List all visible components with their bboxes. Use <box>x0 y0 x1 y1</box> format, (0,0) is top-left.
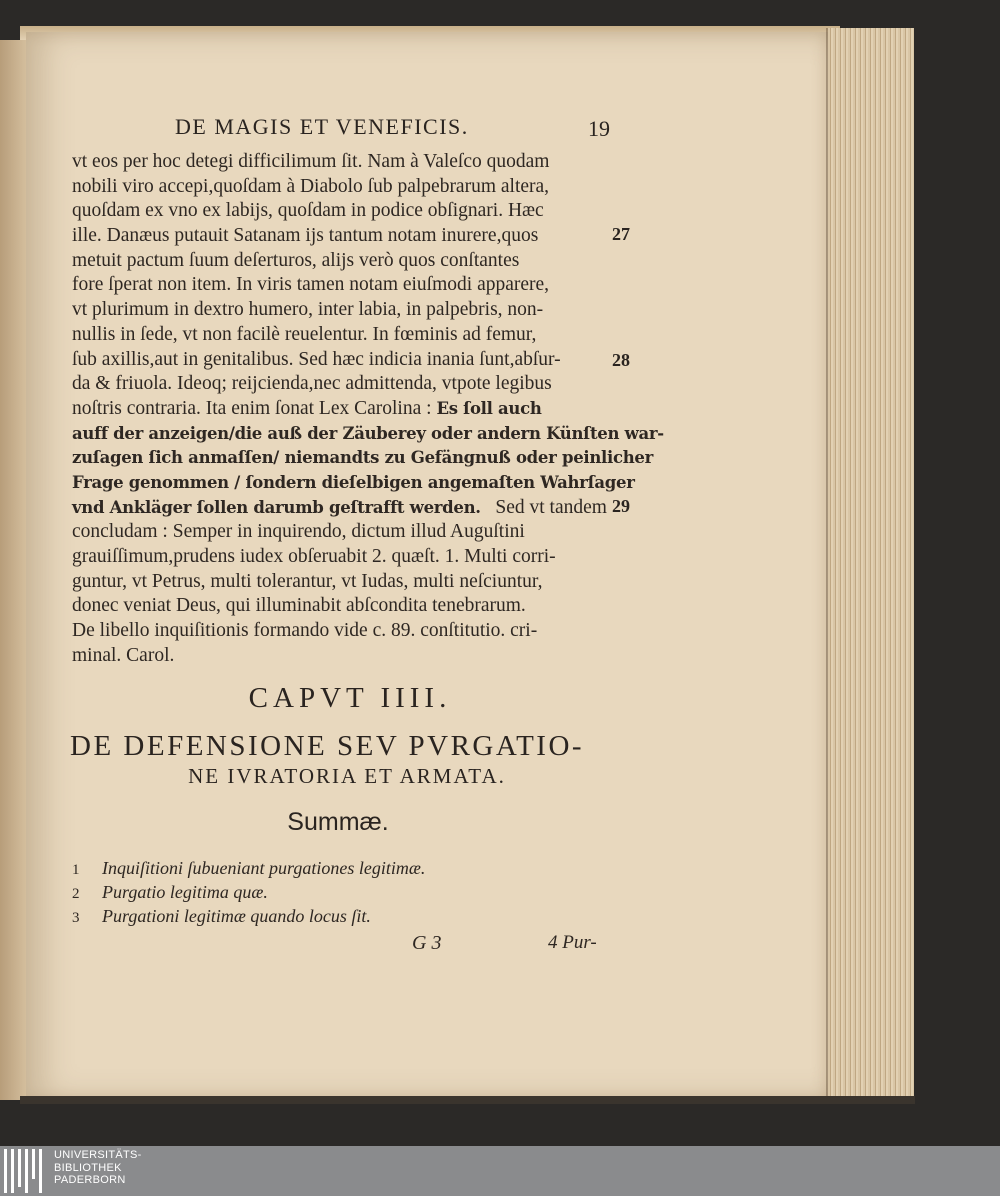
text-line: ille. Danæus putauit Satanam ijs tantum notam inurere,quos <box>72 225 539 247</box>
chapter-title-line-2: NE IVRATORIA ET ARMATA. <box>188 764 506 788</box>
text-line: De libello inquiſitionis formando vide c. 89. conſtitutio. cri- <box>72 620 538 642</box>
summary-text: Purgatio legitima quæ. <box>102 882 268 902</box>
library-name-line: BIBLIOTHEK <box>54 1161 122 1174</box>
german-quote: Es ſoll auch <box>436 398 542 418</box>
body-text <box>72 150 664 668</box>
latin-text: noſtris contraria. Ita enim ſonat Lex Carolina : <box>72 397 432 419</box>
summary-item <box>72 882 425 906</box>
summary-heading: Summæ. <box>287 808 389 836</box>
summary-number: 3 <box>72 910 80 926</box>
running-head: DE MAGIS ET VENEFICIS. <box>175 114 469 139</box>
library-name <box>54 1149 142 1187</box>
german-quote: vnd Ankläger ſollen darumb geſtrafft werden. <box>72 497 481 517</box>
signature-mark: G 3 <box>412 932 442 954</box>
text-line <box>72 397 632 422</box>
german-quote-line: Frage genommen / ſondern dieſelbigen angemaſten Wahrſager <box>72 472 635 492</box>
library-name-line: PADERBORN <box>54 1174 126 1186</box>
text-line: da & friuola. Ideoq; reijcienda,nec admittenda, vtpote legibus <box>72 373 552 395</box>
library-footer-bar <box>0 1146 1000 1196</box>
german-quote-line: zuſagen ſich anmaſſen/ niemandts zu Gefängnuß oder peinlicher <box>72 448 654 468</box>
summary-number: 1 <box>72 862 80 878</box>
book-bottom-edge <box>20 1096 915 1104</box>
text-line: nobili viro accepi,quoſdam à Diabolo ſub palpebrarum altera, <box>72 175 550 197</box>
page-number: 19 <box>588 116 610 141</box>
text-line: vt plurimum in dextro humero, inter labia, in palpebris, non- <box>72 299 544 321</box>
text-line: vt eos per hoc detegi difficilimum ſit. Nam à Valeſco quodam <box>72 151 550 172</box>
text-line: metuit pactum ſuum deſerturos, alijs verò quos conſtantes <box>72 249 520 271</box>
summary-text: Purgationi legitimæ quando locus ſit. <box>102 906 371 926</box>
catchword: 4 Pur- <box>548 932 597 953</box>
summary-item <box>72 858 425 882</box>
text-line: concludam : Semper in inquirendo, dictum illud Auguſtini <box>72 521 525 543</box>
chapter-heading: CAPVT IIII. <box>248 682 452 714</box>
margin-number: 28 <box>612 350 630 370</box>
text-line: grauiſſimum,prudens iudex obſeruabit 2. quæſt. 1. Multi corri- <box>72 546 556 567</box>
library-logo-icon <box>4 1149 46 1193</box>
latin-text: Sed vt tandem <box>495 496 607 518</box>
summary-item <box>72 906 425 930</box>
text-line: quoſdam ex vno ex labijs, quoſdam in podice obſignari. Hæc <box>72 200 544 222</box>
text-line: nullis in ſede, vt non facilè reuelentur. In fœminis ad femur, <box>72 323 537 345</box>
text-line: donec veniat Deus, qui illuminabit abſcondita tenebrarum. <box>72 595 526 617</box>
summary-text: Inquiſitioni ſubueniant purgationes legitimæ. <box>102 858 426 878</box>
page-fore-edge <box>828 28 914 1100</box>
text-line <box>72 496 632 521</box>
text-line: ſub axillis,aut in genitalibus. Sed hæc indicia inania ſunt,abſur- <box>72 348 561 370</box>
chapter-title-line-1: DE DEFENSIONE SEV PVRGATIO- <box>70 730 585 762</box>
margin-number: 27 <box>612 224 630 244</box>
margin-number: 29 <box>612 496 630 516</box>
summary-list <box>72 858 425 930</box>
summary-number: 2 <box>72 886 80 902</box>
text-line: fore ſperat non item. In viris tamen notam eiuſmodi apparere, <box>72 274 550 296</box>
library-name-line: UNIVERSITÄTS- <box>54 1149 142 1161</box>
text-line: guntur, vt Petrus, multi tolerantur, vt Iudas, multi neſciuntur, <box>72 570 543 592</box>
text-line: minal. Carol. <box>72 644 175 666</box>
german-quote-line: auff der anzeigen/die auß der Zäuberey oder andern Künſten war- <box>72 423 664 443</box>
